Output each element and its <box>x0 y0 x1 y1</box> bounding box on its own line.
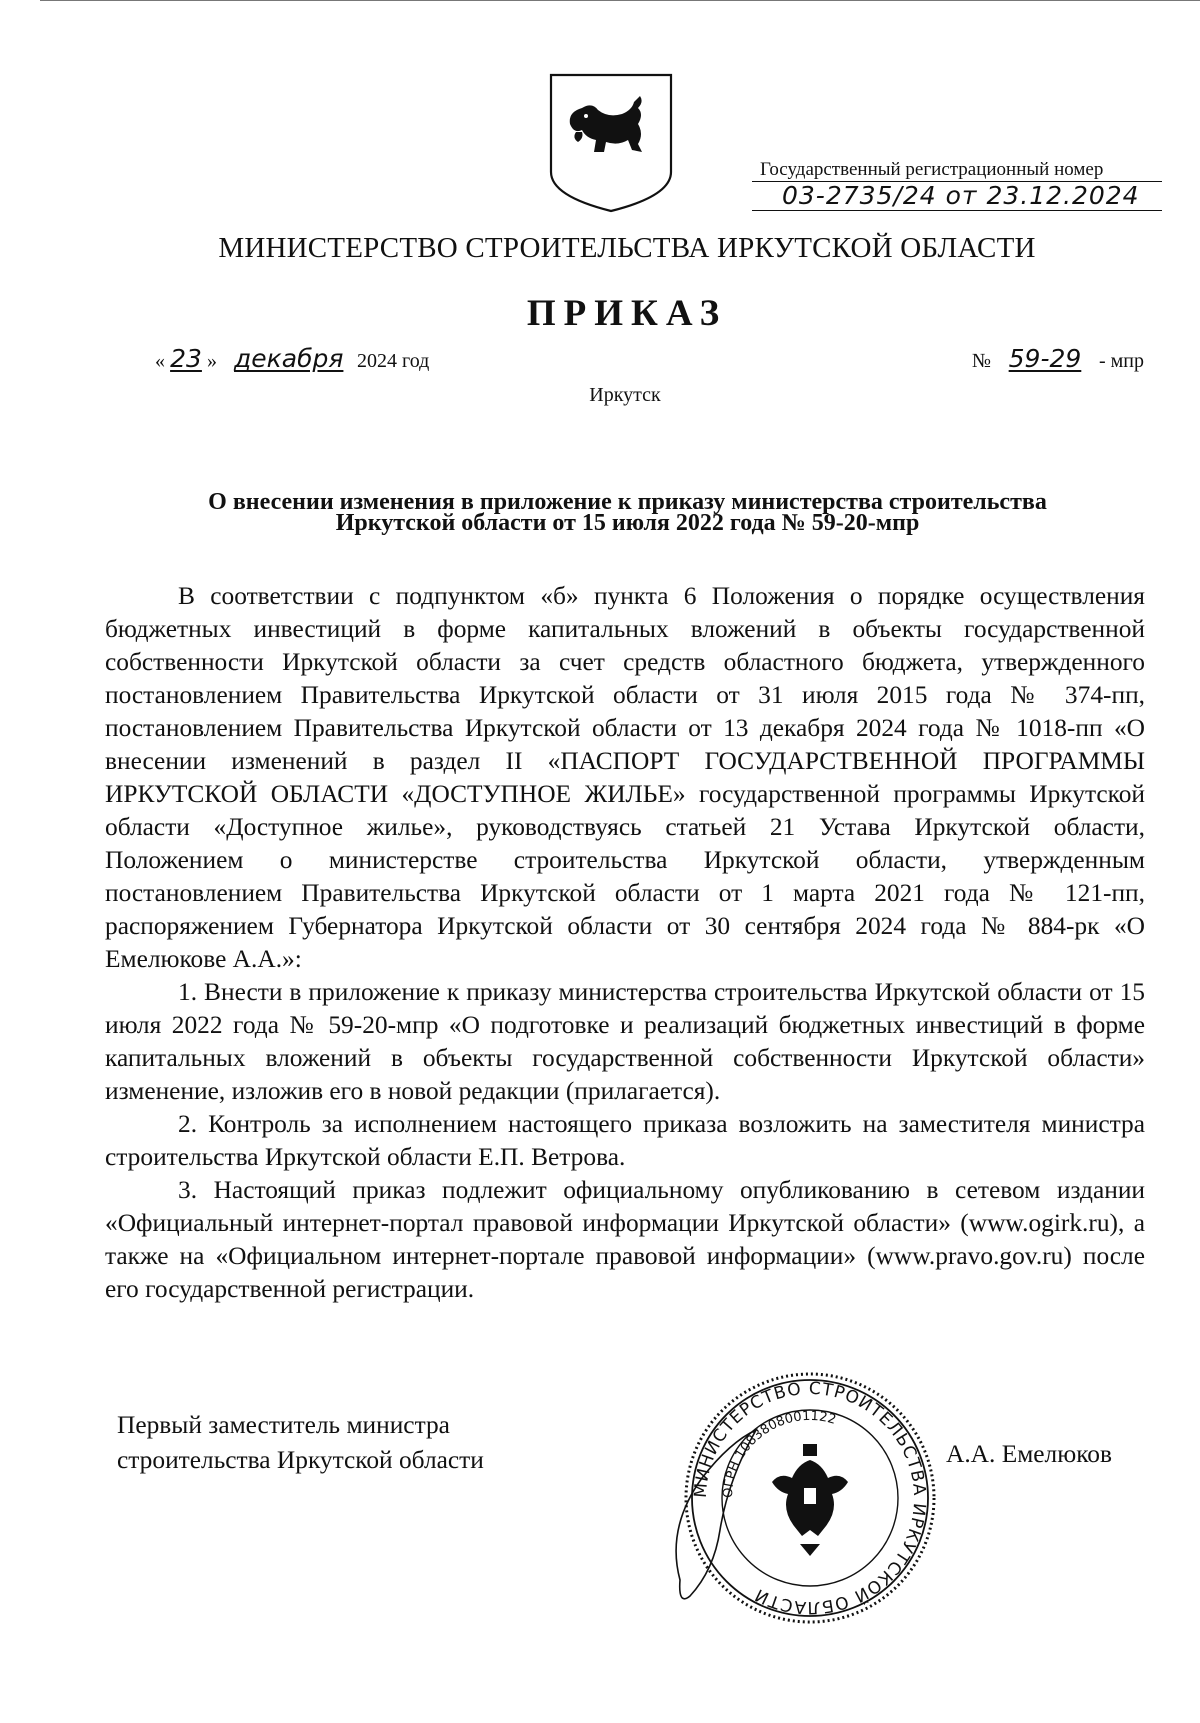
ministry-name: МИНИСТЕРСТВО СТРОИТЕЛЬСТВА ИРКУТСКОЙ ОБЛАСТИ <box>218 232 1036 264</box>
signer-name: А.А. Емелюков <box>946 1440 1112 1468</box>
title-line-2: Иркутской области от 15 июля 2022 года № 59-20-мпр <box>335 510 920 536</box>
seal-outer-text: МИНИСТЕРСТВО СТРОИТЕЛЬСТВА ИРКУТСКОЙ ОБЛАСТИ <box>690 1378 930 1618</box>
scan-edge-line <box>40 0 1200 1</box>
body-paragraph-preamble: В соответствии с подпунктом «б» пункта 6 Положения о порядке осуществления бюджетных инвестиций в форме капитальных вложений в объекты государственной собственности Иркутской области за счет средств областного бюджета, утвержденного постановлением Правительства Иркутской области от 31 июля 2015 года № 374-пп, постановлением Правительства Иркутской области от 13 декабря 2024 года № 1018-пп «О внесении изменений в раздел II «ПАСПОРТ ГОСУДАРСТВЕННОЙ ПРОГРАММЫ ИРКУТСКОЙ ОБЛАСТИ «ДОСТУПНОЕ ЖИЛЬЕ» государственной программы Иркутской области «Доступное жилье», руководствуясь статьей 21 Устава Иркутской области, Положением о министерстве строительства Иркутской области, утвержденным постановлением Правительства Иркутской области от 1 марта 2021 года № 121-пп, распоряжением Губернатора Иркутской области от 30 сентября 2024 года № 884-рк «О Емелюкове А.А.»: <box>105 582 1145 973</box>
title-line-1: О внесении изменения в приложение к приказу министерства строительства <box>208 489 1047 515</box>
signer-position <box>117 1408 484 1478</box>
order-year: 2024 год <box>357 350 430 372</box>
number-value: 59-29 <box>1008 344 1082 373</box>
official-seal-stamp <box>660 1360 960 1630</box>
seal-inner-text: ОГРН 1083808001122 <box>720 1408 838 1499</box>
body-paragraph-1: 1. Внести в приложение к приказу министерства строительства Иркутской области от 15 июля 2022 года № 59-20-мпр «О подготовке и реализаций бюджетных инвестиций в форме капитальных вложений в объекты государственной собственности Иркутской области» изменение, изложив его в новой редакции (прилагается). <box>105 978 1145 1105</box>
quote-open: « <box>155 350 165 372</box>
body-paragraph-3: 3. Настоящий приказ подлежит официальному опубликованию в сетевом издании «Официальный интернет-портал правовой информации Иркутской области» (www.ogirk.ru), а также на «Официальном интернет-портале правовой информации» (www.pravo.gov.ru) после его государственной регистрации. <box>105 1176 1145 1303</box>
registration-number: 03-2735/24 от 23.12.2024 <box>752 182 1162 211</box>
body-paragraph-2: 2. Контроль за исполнением настоящего приказа возложить на заместителя министра строительства Иркутской области Е.П. Ветрова. <box>105 1110 1145 1171</box>
order-date <box>155 344 429 373</box>
irkutsk-coat-of-arms-emblem <box>548 72 674 214</box>
document-type: ПРИКАЗ <box>526 293 728 334</box>
document-body <box>105 580 1145 1306</box>
order-day: 23 <box>170 344 202 373</box>
registration-block <box>752 160 1162 211</box>
order-month: декабря <box>234 344 344 373</box>
document-title <box>105 489 1150 536</box>
signer-position-line-2: строительства Иркутской области <box>117 1446 484 1474</box>
quote-close: » <box>207 350 217 372</box>
signer-position-line-1: Первый заместитель министра <box>117 1411 450 1439</box>
registration-label: Государственный регистрационный номер <box>752 160 1162 182</box>
number-prefix: № <box>971 350 991 372</box>
order-number <box>972 344 1144 373</box>
city: Иркутск <box>589 384 661 406</box>
number-suffix: - мпр <box>1098 350 1144 372</box>
